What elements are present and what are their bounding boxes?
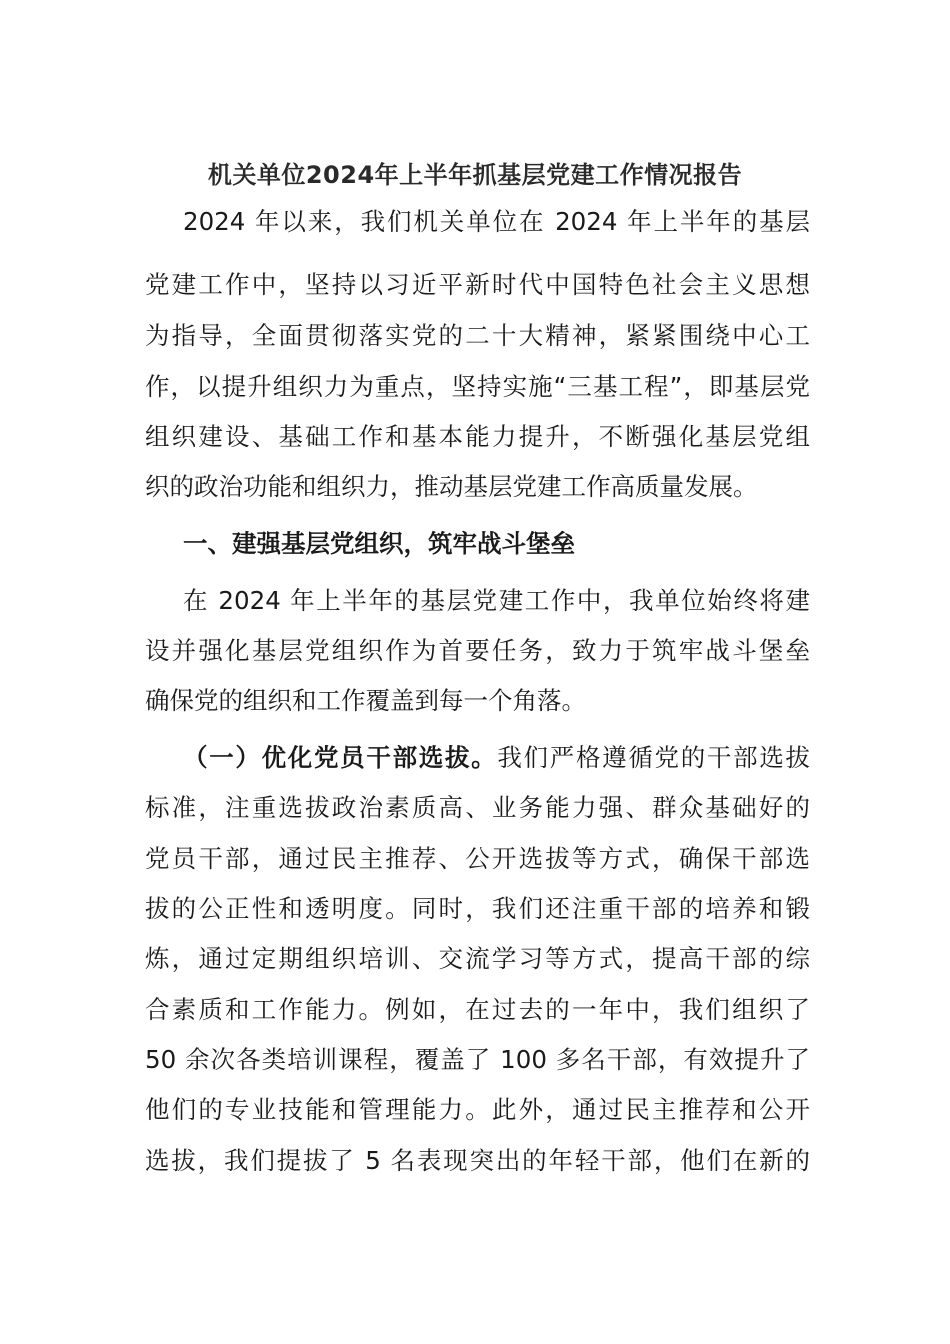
intro-line: 织的政治功能和组织力，推动基层党建工作高质量发展。 [145, 472, 758, 501]
intro-line: 党建工作中，坚持以习近平新时代中国特色社会主义思想 [145, 270, 810, 299]
document-title: 机关单位2024年上半年抓基层党建工作情况报告 [207, 161, 743, 189]
subsection-line: 他们的专业技能和管理能力。此外，通过民主推荐和公开 [145, 1095, 810, 1124]
section-line: 设并强化基层党组织作为首要任务，致力于筑牢战斗堡垒 [145, 636, 810, 665]
subsection-line: 50 余次各类培训课程，覆盖了 100 多名干部，有效提升了 [145, 1045, 810, 1074]
section-line: 在 2024 年上半年的基层党建工作中，我单位始终将建 [183, 586, 810, 615]
subsection-line: 合素质和工作能力。例如，在过去的一年中，我们组织了 [145, 995, 810, 1024]
intro-line: 为指导，全面贯彻落实党的二十大精神，紧紧围绕中心工 [145, 321, 810, 350]
subsection-line: 标准，注重选拔政治素质高、业务能力强、群众基础好的 [145, 793, 810, 822]
subsection-line: 选拔，我们提拔了 5 名表现突出的年轻干部，他们在新的 [145, 1146, 810, 1175]
intro-line: 2024 年以来，我们机关单位在 2024 年上半年的基层 [183, 207, 810, 236]
subsection-heading: （一）优化党员干部选拔。 [183, 743, 498, 772]
subsection-first-line [183, 738, 810, 778]
intro-line: 作，以提升组织力为重点，坚持实施“三基工程”，即基层党 [145, 372, 810, 401]
subsection-line: 党员干部，通过民主推荐、公开选拔等方式，确保干部选 [145, 844, 810, 873]
section-line: 确保党的组织和工作覆盖到每一个角落。 [145, 686, 586, 715]
intro-line: 组织建设、基础工作和基本能力提升，不断强化基层党组 [145, 422, 810, 451]
section-heading: 一、建强基层党组织，筑牢战斗堡垒 [183, 529, 575, 558]
subsection-line-rest: 我们严格遵循党的干部选拔 [497, 743, 811, 772]
subsection-line: 拔的公正性和透明度。同时，我们还注重干部的培养和锻 [145, 894, 810, 923]
subsection-line: 炼，通过定期组织培训、交流学习等方式，提高干部的综 [145, 944, 810, 973]
